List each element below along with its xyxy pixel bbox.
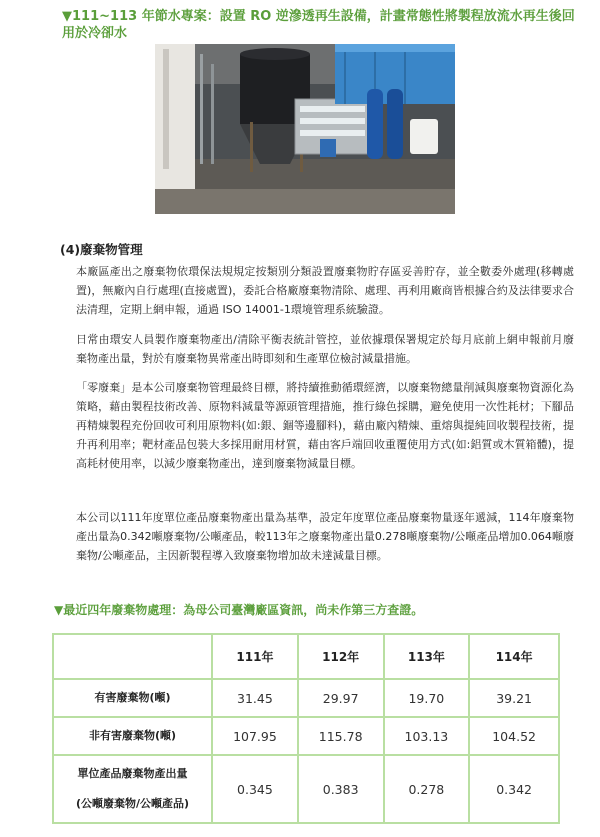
paragraph-waste-storage: 本廠區產出之廢棄物依環保法規規定按類別分類設置廢棄物貯存區妥善貯存，並全數委外處理(移轉處置)，無廠內自行處理(直接處置)，委託合格廠廢棄物清除、處理、再利用廠商皆根據合約及法律要求合法清理，定期上網申報，通過 ISO 14001-1環境管理系統驗證。 bbox=[76, 265, 574, 316]
row-label-unit-waste bbox=[53, 755, 212, 823]
table-cell: 115.78 bbox=[298, 717, 384, 755]
table-row bbox=[53, 717, 559, 755]
section-heading-water-project: ▼111~113 年節水專案：設置 RO 逆滲透再生設備，計畫常態性將製程放流水再生後回用於冷卻水 bbox=[62, 9, 575, 41]
row-label-hazardous: 有害廢棄物(噸) bbox=[53, 679, 212, 717]
waste-management-subheading: (4)廢棄物管理 bbox=[60, 242, 143, 257]
ro-equipment-photo bbox=[155, 44, 455, 214]
table-cell: 0.278 bbox=[384, 755, 470, 823]
row-label-line: (公噸廢棄物/公噸產品) bbox=[76, 797, 190, 810]
table-cell: 29.97 bbox=[298, 679, 384, 717]
table-header-empty bbox=[53, 634, 212, 679]
row-label-line: 單位產品廢棄物產出量 bbox=[77, 767, 188, 780]
table-header-year: 112年 bbox=[298, 634, 384, 679]
table-cell: 19.70 bbox=[384, 679, 470, 717]
ro-equipment-illustration bbox=[155, 44, 455, 214]
row-label-non-hazardous: 非有害廢棄物(噸) bbox=[53, 717, 212, 755]
table-header-year: 113年 bbox=[384, 634, 470, 679]
table-header-year: 111年 bbox=[212, 634, 298, 679]
table-header-row bbox=[53, 634, 559, 679]
table-cell: 104.52 bbox=[469, 717, 559, 755]
paragraph-waste-target: 本公司以111年度單位產品廢棄物產出量為基準，設定年度單位產品廢棄物量逐年遞減，114年廢棄物產出量為0.342噸廢棄物/公噸產品，較113年之廢棄物產出量0.278噸廢棄物/公噸產品增加0.064噸廢棄物/公噸產品，主因新製程導入致廢棄物增加故未達減量目標。 bbox=[76, 511, 574, 562]
table-cell: 0.342 bbox=[469, 755, 559, 823]
table-cell: 103.13 bbox=[384, 717, 470, 755]
table-header-year: 114年 bbox=[469, 634, 559, 679]
table-row bbox=[53, 679, 559, 717]
table-cell: 107.95 bbox=[212, 717, 298, 755]
waste-table bbox=[52, 633, 560, 824]
paragraph-zero-waste: 「零廢棄」是本公司廢棄物管理最終目標，將持續推動循環經濟，以廢棄物總量削減與廢棄物資源化為策略，藉由製程技術改善、原物料減量等源頭管理措施，推行綠色採購，避免使用一次性耗材；下腳品再精煉製程充份回收可利用原物料(如:銀、錮等邊腳料)，藉由廠內精煉、重熔與提純回收製程技術，提升再利用率；靶材產品包裝大多採用耐用材質，藉由客戶端回收重覆使用方式(如:鋁質或木質箱體)，提高耗材使用率，以減少廢棄物產出，達到廢棄物減量目標。 bbox=[76, 381, 574, 470]
table-cell: 0.383 bbox=[298, 755, 384, 823]
paragraph-waste-reporting: 日常由環安人員製作廢棄物產出/清除平衡表統計管控，並依據環保署規定於每月底前上網申報前月廢棄物產出量，對於有廢棄物異常產出時即刻和生產單位檢討減量措施。 bbox=[76, 333, 574, 365]
table-cell: 31.45 bbox=[212, 679, 298, 717]
table-cell: 39.21 bbox=[469, 679, 559, 717]
table-row bbox=[53, 755, 559, 823]
table-cell: 0.345 bbox=[212, 755, 298, 823]
section-heading-waste-table: ▼最近四年廢棄物處理：為母公司臺灣廠區資訊，尚未作第三方查證。 bbox=[54, 603, 424, 617]
